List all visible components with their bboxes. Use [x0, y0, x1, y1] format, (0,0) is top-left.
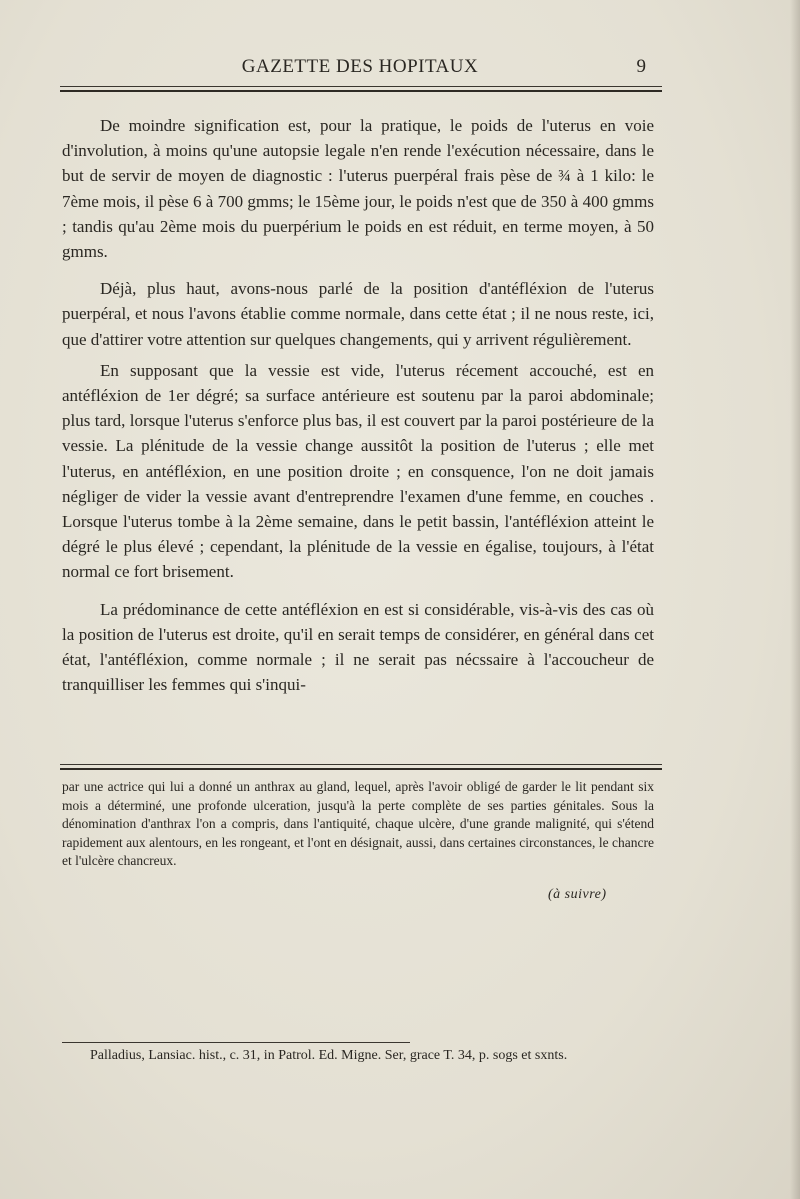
- main-text: [62, 113, 654, 697]
- running-header: [60, 56, 660, 82]
- footnote-text: par une actrice qui lui a donné un anthrax au gland, lequel, après l'avoir obligé de garder le lit pendant six mois a déterminé, une profonde ulceration, jusqu'à la perte complète de ses parties génitales. Sous la dénomination d'anthrax l'on a compris, dans l'antiquité, chaque ulcère, d'une grande malignité, qui s'étend rapidement aux alentours, en les rongeant, et l'ont en désignait, aussi, dans certaines circonstances, le chancre et l'ulcère chancreux.: [62, 779, 654, 869]
- footnote: [62, 778, 654, 871]
- reference-text: Palladius, Lansiac. hist., c. 31, in Patrol. Ed. Migne. Ser, grace T. 34, p. sogs et sxnts.: [90, 1048, 568, 1063]
- header-rule-thin: [60, 86, 662, 87]
- paragraph-bladder: En supposant que la vessie est vide, l'uterus récement accouché, est en antéfléxion de 1er dégré; sa surface antérieure est soutenu par la paroi abdominale; plus tard, lorsque l'uterus s'enforce plus bas, il est couvert par la paroi postérieure de la vessie. La plénitude de la vessie change aussitôt la position de l'uterus ; elle met l'uterus, en antéfléxion, en une position droite ; en consquence, l'on ne doit jamais négliger de vider la vessie avant d'entreprendre l'examen d'une femme, en couches . Lorsque l'uterus tombe à la 2ème semaine, dans le petit bassin, l'antéfléxion atteint le dégré le plus élevé ; cependant, la plénitude de la vessie en égalise, toujours, à l'état normal ce fort brisement.: [62, 360, 654, 582]
- paragraph-uterus-weight: De moindre signification est, pour la pratique, le poids de l'uterus en voie d'involution, à moins qu'une autopsie legale n'en rende l'exécution nécessaire, dans le but de servir de moyen de diagnostic : l'uterus puerpéral frais pèse de ¾ à 1 kilo: le 7ème mois, il pèse 6 à 700 gmms; le 15ème jour, le poids n'est que de 350 à 400 gmms ; tandis qu'au 2ème mois du puerpérium le poids en est réduit, en terme moyen, à 50 gmms.: [62, 116, 654, 262]
- paragraph-anteflexion-position: Déjà, plus haut, avons-nous parlé de la position d'antéfléxion de l'uterus puerpéral, et nous l'avons établie comme normale, dans cette état ; il ne nous reste, ici, que d'attirer votre attention sur quelques changements, qui y arrivent régulièrement.: [62, 279, 654, 349]
- paragraph-predominance: La prédominance de cette antéfléxion en est si considérable, vis-à-vis des cas où la position de l'uterus est droite, qu'il en serait temps de considérer, en général dans cet état, l'antéfléxion, comme normale ; il ne serait pas nécssaire à l'accoucheur de tranquilliser les femmes qui s'inqui-: [62, 599, 654, 695]
- footnote-rule-thin: [60, 764, 662, 765]
- footnote-rule-thick: [60, 768, 662, 770]
- continued-note: (à suivre): [548, 887, 607, 902]
- page-number: 9: [636, 56, 646, 77]
- reference-rule: [62, 1042, 410, 1043]
- reference-note: [62, 1046, 654, 1066]
- page-edge-shadow: [790, 0, 800, 1199]
- header-rule-thick: [60, 90, 662, 92]
- journal-title: GAZETTE DES HOPITAUX: [241, 56, 479, 77]
